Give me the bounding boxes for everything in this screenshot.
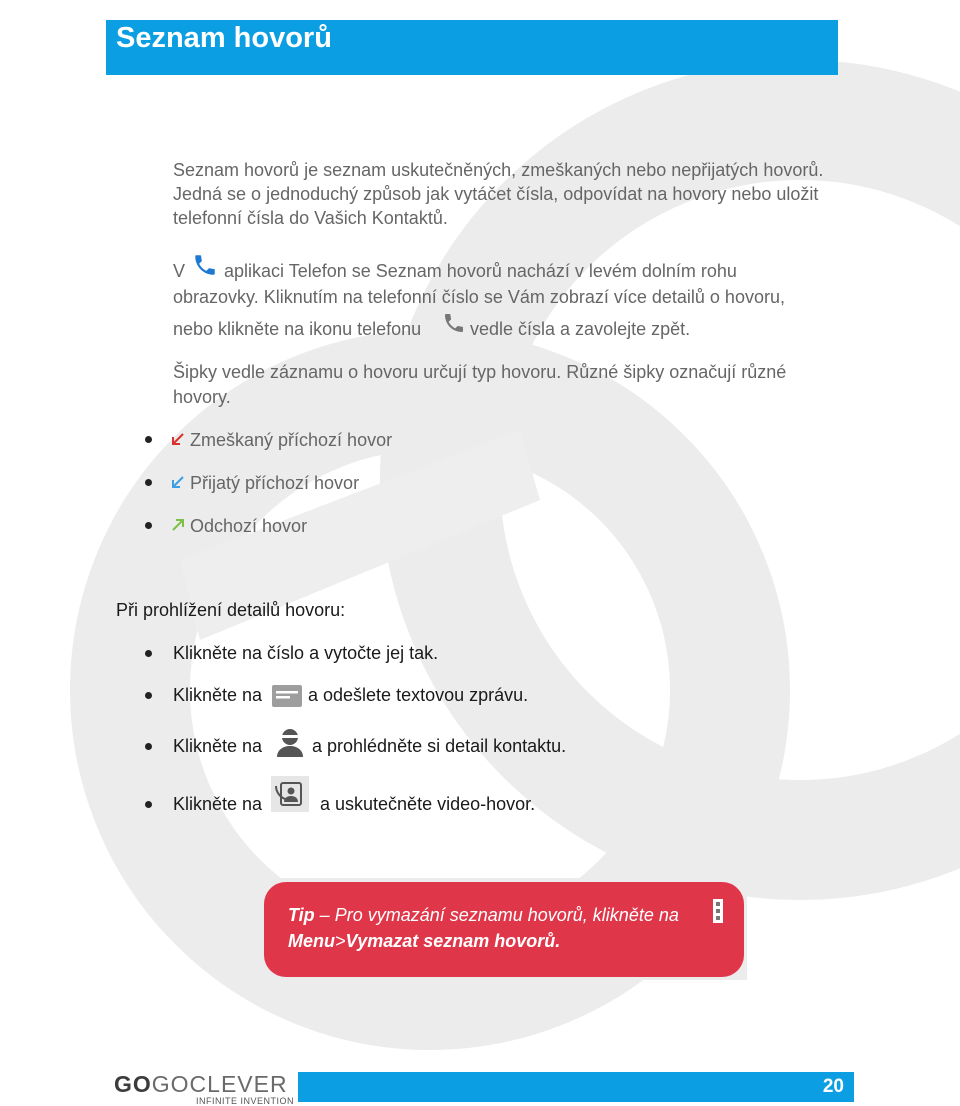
details-item-video: a uskutečněte video-hovor. — [320, 794, 536, 814]
page-header — [106, 20, 838, 75]
missed-call-arrow-icon — [171, 432, 185, 446]
arrows-intro-line2: hovory. — [173, 387, 231, 407]
phone-icon — [192, 252, 218, 278]
bullet — [145, 743, 152, 750]
message-icon — [271, 683, 303, 709]
outgoing-call-arrow-icon — [171, 518, 185, 532]
location-line3b: vedle čísla a zavolejte zpět. — [470, 319, 691, 339]
bullet — [145, 650, 152, 657]
tip-label: Tip — [288, 905, 315, 925]
details-click-label: Klikněte na — [173, 794, 263, 814]
tip-menu: Menu — [288, 931, 335, 951]
details-heading: Při prohlížení detailů hovoru: — [116, 600, 346, 620]
details-item-dial: Klikněte na číslo a vytočte jej tak. — [173, 643, 439, 663]
footer-bar — [298, 1072, 854, 1102]
bullet — [145, 692, 152, 699]
page-title: Seznam hovorů — [116, 22, 332, 54]
bullet — [145, 479, 152, 486]
details-click-label: Klikněte na — [173, 736, 263, 756]
video-call-icon — [271, 776, 309, 812]
location-v: V — [173, 261, 186, 281]
bullet — [145, 522, 152, 529]
logo-tagline: INFINITE INVENTION — [196, 1096, 295, 1106]
contact-icon — [274, 726, 306, 758]
tip-dash: – — [314, 905, 335, 925]
call-type-outgoing: Odchozí hovor — [190, 516, 308, 536]
call-type-missed: Zmeškaný příchozí hovor — [190, 430, 393, 450]
arrows-intro-line1: Šipky vedle záznamu o hovoru určují typ hovoru. Různé šipky označují různé — [173, 362, 787, 382]
call-type-received: Přijatý příchozí hovor — [190, 473, 360, 493]
goclever-logo — [114, 1071, 295, 1106]
location-line2: obrazovky. Kliknutím na telefonní číslo se Vám zobrazí více detailů o hovoru, — [173, 287, 785, 307]
phone-callback-icon — [442, 311, 466, 335]
page-number: 20 — [822, 1076, 844, 1097]
received-call-arrow-icon — [171, 475, 185, 489]
menu-icon — [713, 899, 723, 923]
details-item-contact: a prohlédněte si detail kontaktu. — [312, 736, 567, 756]
bullet — [145, 436, 152, 443]
details-click-label: Klikněte na — [173, 685, 263, 705]
logo-go: GO — [114, 1071, 152, 1097]
tip-text — [288, 902, 679, 954]
location-line3a: nebo klikněte na ikonu telefonu — [173, 319, 422, 339]
location-line1: aplikaci Telefon se Seznam hovorů nachází v levém dolním rohu — [224, 261, 737, 281]
logo-text: GOCLEVER — [151, 1071, 288, 1097]
tip-action: Vymazat seznam hovorů. — [345, 931, 561, 951]
details-item-message: a odešlete textovou zprávu. — [308, 685, 529, 705]
tip-separator: > — [335, 931, 346, 951]
intro-paragraph: Seznam hovorů je seznam uskutečněných, zmeškaných nebo nepřijatých hovorů. Jedná se o jednoduchý způsob jak vytáčet čísla, odpovídat na hovory nebo uložit telefonní čísla do Vašich Kontaktů. — [173, 160, 824, 228]
tip-text-line1: Pro vymazání seznamu hovorů, klikněte na — [334, 905, 679, 925]
bullet — [145, 801, 152, 808]
